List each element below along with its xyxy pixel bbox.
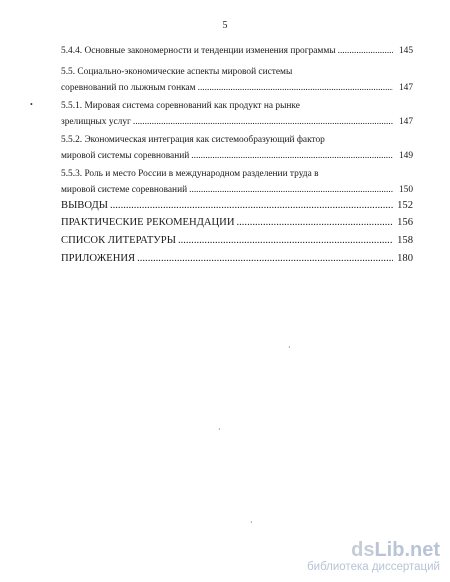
dslib-watermark — [307, 539, 440, 574]
toc-entry-text: зрелищных услуг — [61, 117, 131, 127]
toc-leader-dots — [133, 116, 393, 128]
toc-entry-text: 5.5.2. Экономическая интеграция как системообразующий фактор — [61, 135, 325, 145]
toc-entry — [61, 134, 413, 146]
toc-entry-text: мировой системе соревнований — [61, 185, 188, 195]
toc-entry-text: ПРАКТИЧЕСКИЕ РЕКОМЕНДАЦИИ — [61, 217, 235, 228]
dslib-subtitle: библиотека диссертаций — [307, 561, 440, 573]
toc-entry — [61, 82, 413, 94]
toc-entry — [61, 66, 413, 78]
toc-entry — [61, 150, 413, 162]
toc-entry-page: 156 — [397, 217, 413, 228]
toc-entry-page: 149 — [398, 151, 413, 161]
toc-leader-dots — [236, 217, 393, 229]
toc-entry — [61, 168, 413, 180]
toc-entry-text: ВЫВОДЫ — [61, 200, 108, 211]
toc-entry-page: 145 — [398, 46, 413, 56]
scan-mark: · — [250, 518, 253, 527]
toc-entry-page: 152 — [397, 200, 413, 211]
toc-entry-text: 5.4.4. Основные закономерности и тенденции изменения программы — [61, 46, 336, 56]
toc-entry — [61, 253, 413, 265]
toc-entry-text: ПРИЛОЖЕНИЯ — [61, 253, 136, 264]
toc-entry-page: 158 — [397, 235, 413, 246]
toc-leader-dots — [110, 200, 393, 212]
toc-entry-text: 5.5.1. Мировая система соревнований как продукт на рынке — [61, 101, 300, 111]
dslib-logo: dsLib.net — [351, 539, 440, 561]
toc-entry — [61, 45, 413, 57]
toc-entry-text: соревнований по лыжным гонкам — [61, 83, 196, 93]
toc-entry — [61, 217, 413, 229]
toc-leader-dots — [191, 150, 393, 162]
page-number: 5 — [222, 20, 228, 31]
toc-entry-page: 150 — [398, 185, 413, 195]
toc-entry-text: СПИСОК ЛИТЕРАТУРЫ — [61, 235, 176, 246]
scan-mark: · — [288, 343, 291, 352]
toc-leader-dots — [178, 235, 393, 247]
toc-entry-text: 5.5. Социально-экономические аспекты мировой системы — [61, 67, 293, 77]
toc-leader-dots — [338, 45, 393, 57]
toc-leader-dots — [189, 184, 393, 196]
toc-entry-text: 5.5.3. Роль и место России в международном разделении труда в — [61, 169, 319, 179]
toc-entry — [61, 235, 413, 247]
toc-leader-dots — [137, 253, 393, 265]
toc-entry — [61, 200, 413, 212]
toc-entry-page: 180 — [397, 253, 413, 264]
scan-mark: · — [218, 425, 221, 434]
toc-entry-page: 147 — [398, 117, 413, 127]
toc-entry — [61, 100, 413, 112]
toc-entry — [61, 116, 413, 128]
toc-leader-dots — [198, 82, 393, 94]
scan-mark: • — [30, 100, 33, 109]
toc-entry-page: 147 — [398, 83, 413, 93]
toc-entry-text: мировой системы соревнований — [61, 151, 190, 161]
toc-entry — [61, 184, 413, 196]
